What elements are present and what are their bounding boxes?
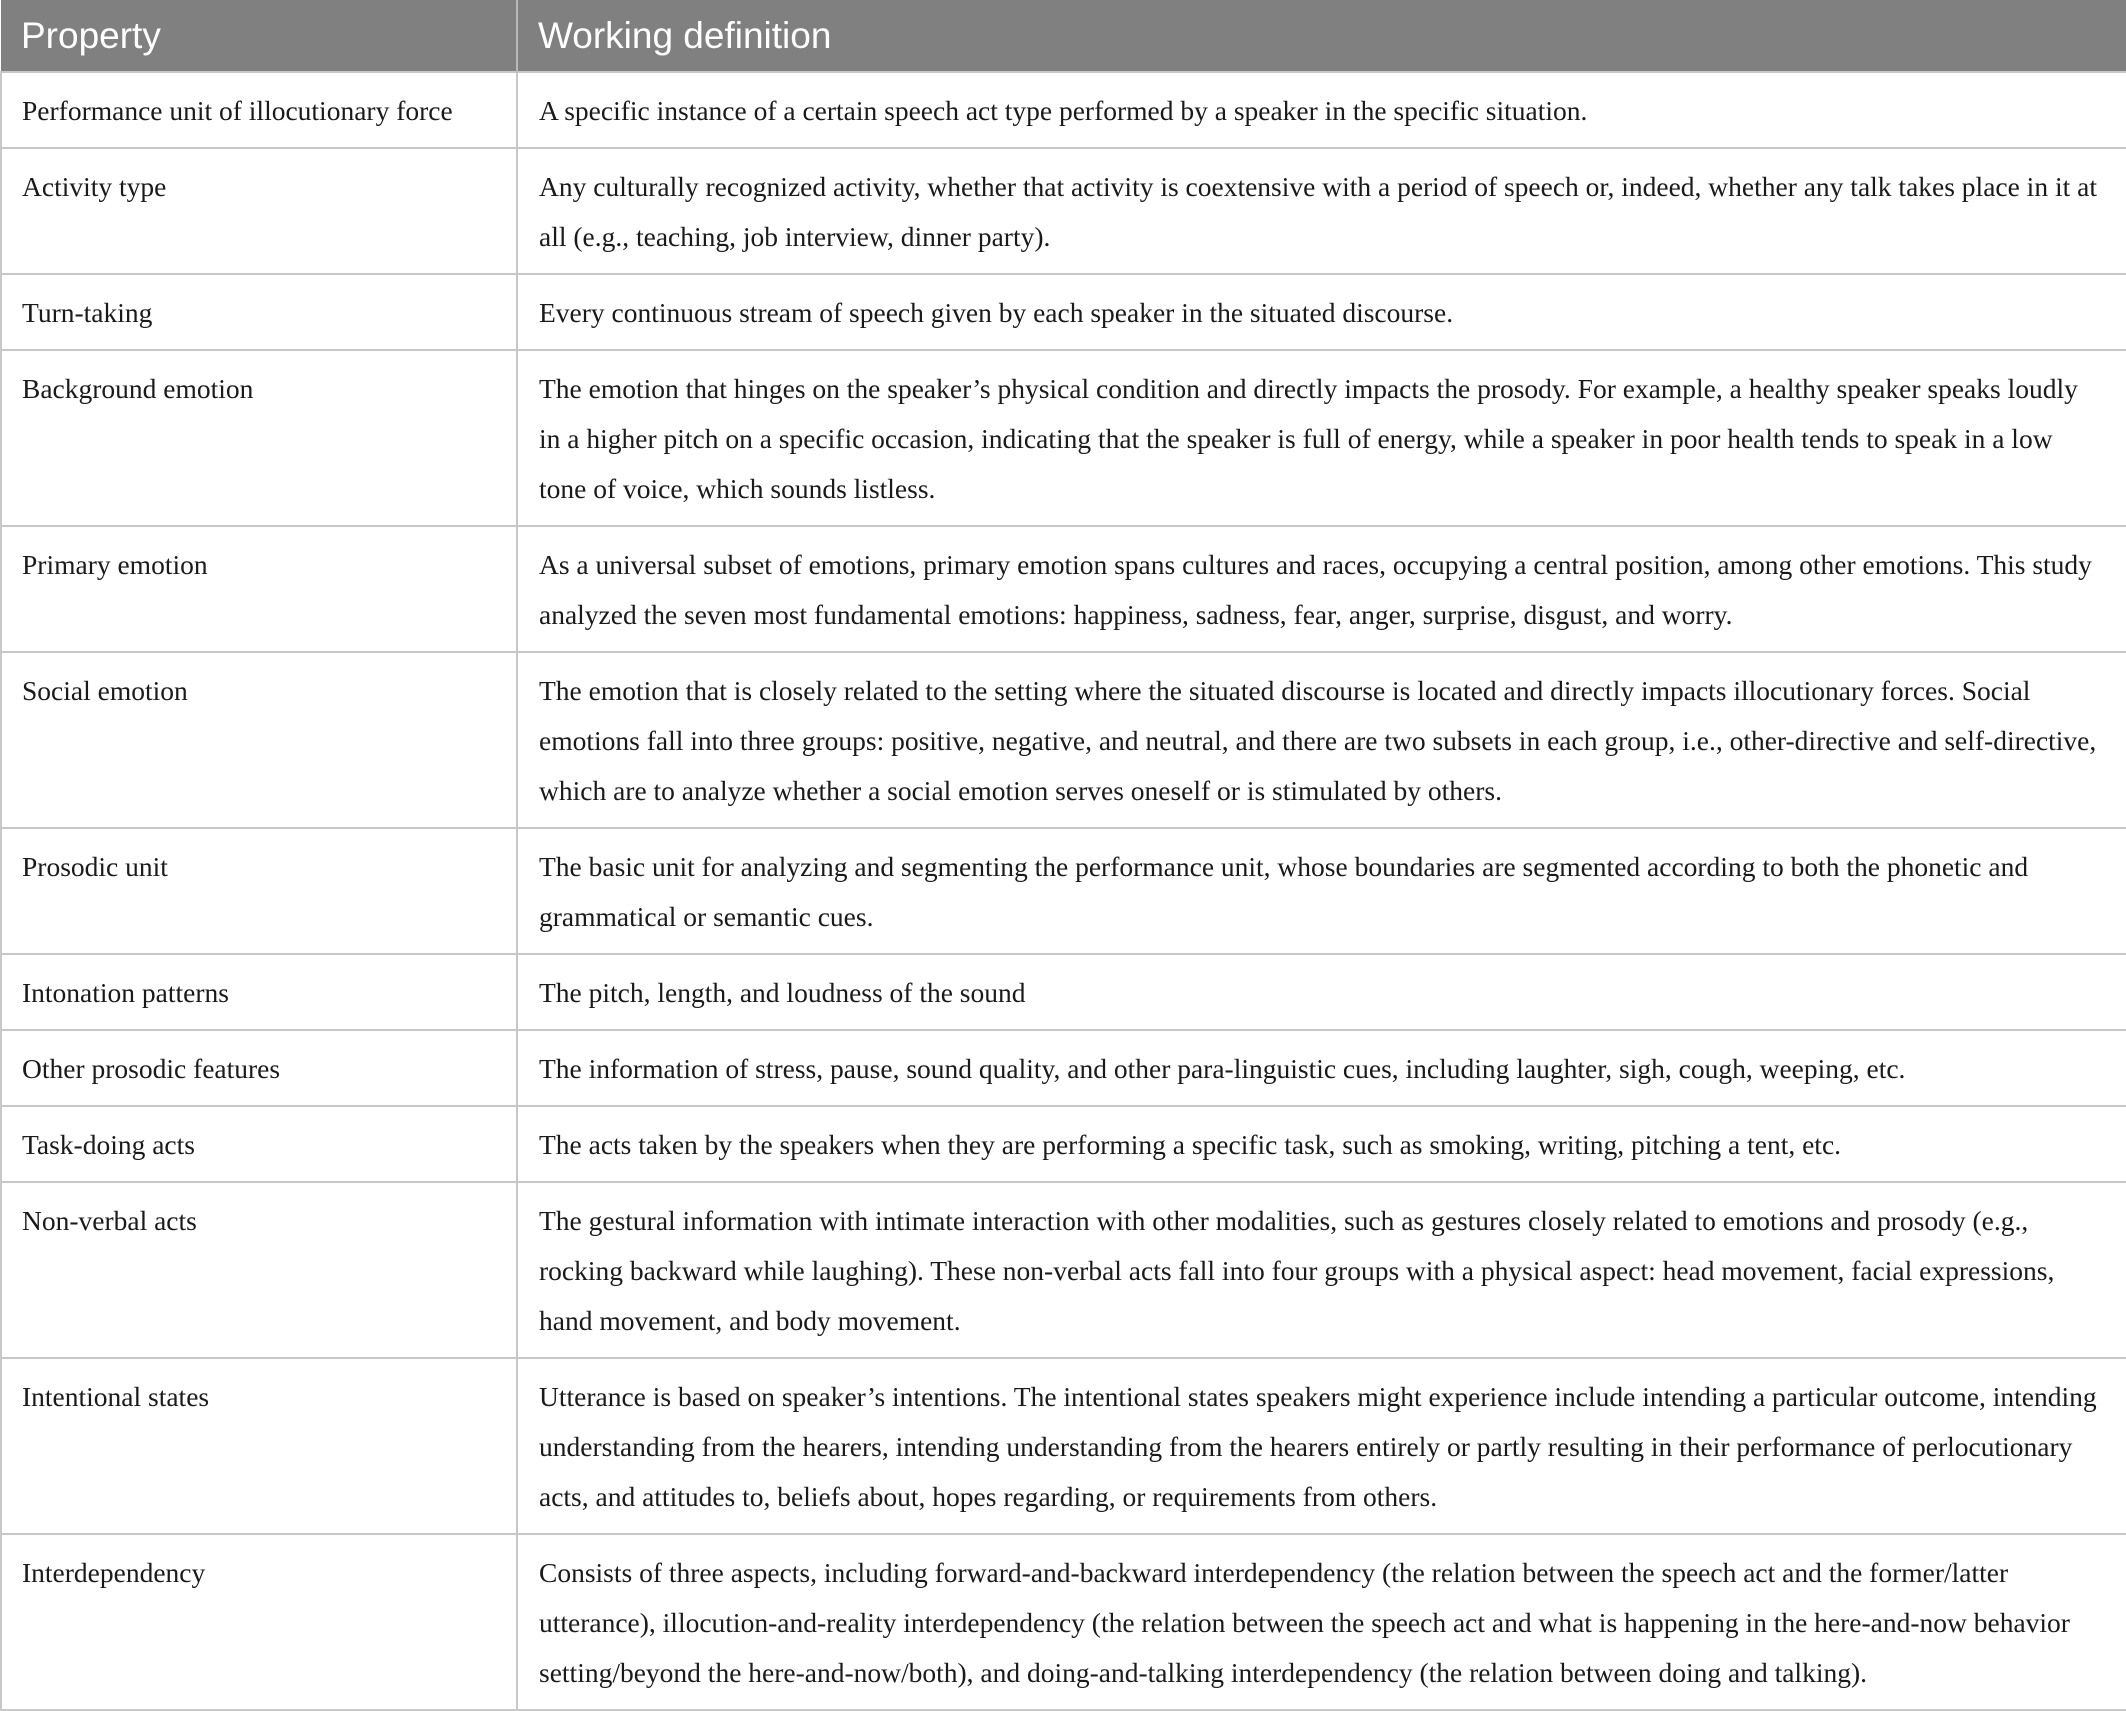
definition-cell: The emotion that hinges on the speaker’s physical condition and directly impacts the prosody. For example, a healthy speaker speaks loudly in a higher pitch on a specific occasion, indicating that the speaker is full of energy, while a speaker in poor health tends to speak in a low tone of voice, which sounds listless. [517,350,2126,526]
definition-cell: Consists of three aspects, including forward-and-backward interdependency (the relation between the speech act and the former/latter utterance), illocution-and-reality interdependency (the relation between the speech act and what is happening in the here-and-now behavior setting/beyond the here-and-now/both), and doing-and-talking interdependency (the relation between doing and talking). [517,1534,2126,1710]
table-header [1,0,2126,72]
property-cell: Non-verbal acts [1,1182,517,1358]
table-row [1,526,2126,652]
property-cell: Turn-taking [1,274,517,350]
table-row [1,1030,2126,1106]
definition-cell: Any culturally recognized activity, whether that activity is coextensive with a period of speech or, indeed, whether any talk takes place in it at all (e.g., teaching, job interview, dinner party). [517,148,2126,274]
table-row [1,72,2126,148]
definition-cell: A specific instance of a certain speech act type performed by a speaker in the specific situation. [517,72,2126,148]
property-cell: Intentional states [1,1358,517,1534]
table-row [1,1106,2126,1182]
definition-cell: The pitch, length, and loudness of the sound [517,954,2126,1030]
definition-cell: The information of stress, pause, sound quality, and other para-linguistic cues, including laughter, sigh, cough, weeping, etc. [517,1030,2126,1106]
definition-cell: Every continuous stream of speech given by each speaker in the situated discourse. [517,274,2126,350]
definition-cell: The gestural information with intimate interaction with other modalities, such as gestures closely related to emotions and prosody (e.g., rocking backward while laughing). These non-verbal acts fall into four groups with a physical aspect: head movement, facial expressions, hand movement, and body movement. [517,1182,2126,1358]
definition-cell: The basic unit for analyzing and segmenting the performance unit, whose boundaries are segmented according to both the phonetic and grammatical or semantic cues. [517,828,2126,954]
table-row [1,1182,2126,1358]
table-row [1,274,2126,350]
property-cell: Intonation patterns [1,954,517,1030]
table-row [1,828,2126,954]
definition-cell: As a universal subset of emotions, primary emotion spans cultures and races, occupying a central position, among other emotions. This study analyzed the seven most fundamental emotions: happiness, sadness, fear, anger, surprise, disgust, and worry. [517,526,2126,652]
table-row [1,1358,2126,1534]
property-cell: Performance unit of illocutionary force [1,72,517,148]
property-cell: Task-doing acts [1,1106,517,1182]
property-cell: Activity type [1,148,517,274]
property-cell: Other prosodic features [1,1030,517,1106]
header-property: Property [1,0,517,72]
definition-cell: The emotion that is closely related to the setting where the situated discourse is located and directly impacts illocutionary forces. Social emotions fall into three groups: positive, negative, and neutral, and there are two subsets in each group, i.e., other-directive and self-directive, which are to analyze whether a social emotion serves oneself or is stimulated by others. [517,652,2126,828]
definition-cell: The acts taken by the speakers when they are performing a specific task, such as smoking, writing, pitching a tent, etc. [517,1106,2126,1182]
property-cell: Social emotion [1,652,517,828]
table-row [1,148,2126,274]
table-body [1,72,2126,1710]
table-row [1,652,2126,828]
header-working-definition: Working definition [517,0,2126,72]
property-cell: Background emotion [1,350,517,526]
table-row [1,954,2126,1030]
property-cell: Primary emotion [1,526,517,652]
table-row [1,350,2126,526]
header-row [1,0,2126,72]
definition-cell: Utterance is based on speaker’s intentions. The intentional states speakers might experience include intending a particular outcome, intending understanding from the hearers, intending understanding from the hearers entirely or partly resulting in their performance of perlocutionary acts, and attitudes to, beliefs about, hopes regarding, or requirements from others. [517,1358,2126,1534]
property-cell: Prosodic unit [1,828,517,954]
table-row [1,1534,2126,1710]
property-cell: Interdependency [1,1534,517,1710]
